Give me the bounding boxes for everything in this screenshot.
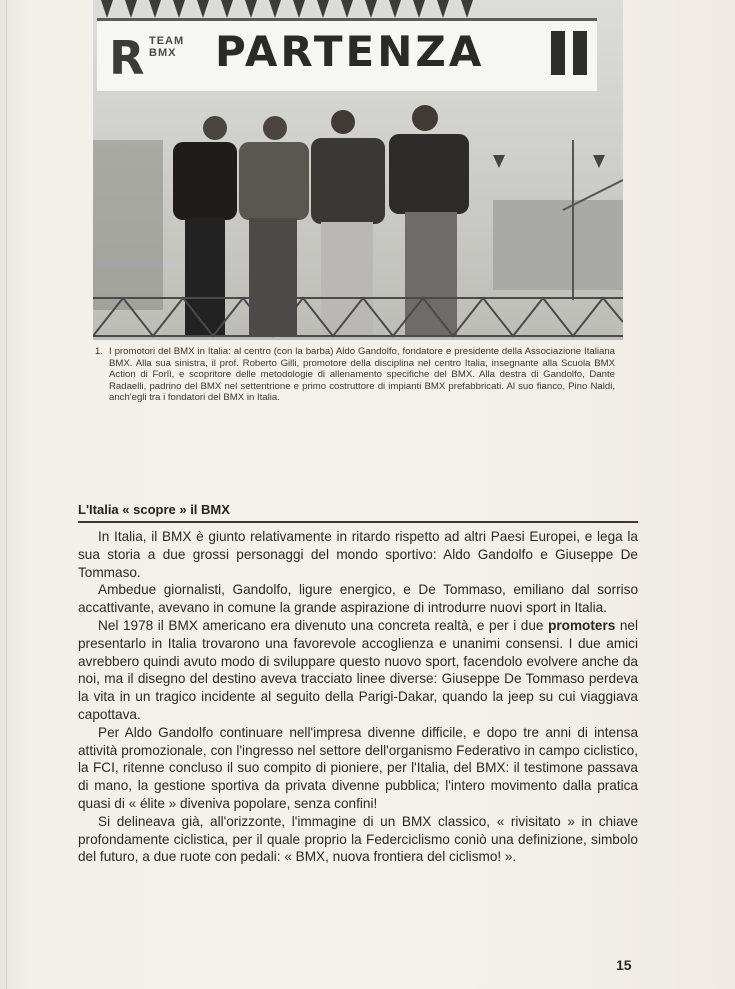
photo-caption (95, 346, 615, 404)
paragraph-2: Ambedue giornalisti, Gandolfo, ligure energico, e De Tommaso, emiliano dal sorriso accattivante, avevano in comune la grande aspirazione di introdurre nuovi sport in Italia. (78, 582, 638, 616)
person-4 (389, 105, 469, 336)
person-1 (173, 116, 237, 336)
paragraph-3: Nel 1978 il BMX americano era divenuto una concreta realtà, e per i due promoters nel presentarlo in Italia trovarono una favorevole accoglienza e unanimi consensi. I due amici avrebbero quindi avuto modo di sviluppare questo nuovo sport, facendolo evolvere anche da noi, ma il disegno del destino aveva tracciato linee diverse: Giuseppe De Tommaso perdeva la vita in un tragico incidente al seguito della Parigi-Dakar, quando la jeep su cui viaggiava capottava. (78, 617, 639, 722)
article-body (78, 528, 638, 866)
logo-letter: R (109, 31, 143, 85)
page-binding-edge (6, 0, 17, 989)
paragraph-5: Si delineava già, all'orizzonte, l'immagine di un BMX classico, « rivisitato » in chiave profondamente ciclistica, per il quale proprio la Federciclismo coniò una definizione, simbolo del futuro, a due ruote con pedali: « BMX, nuova frontiera del ciclismo! ». (78, 813, 638, 865)
photo-scene (93, 0, 623, 340)
paragraph-1: In Italia, il BMX è giunto relativamente in ritardo rispetto ad altri Paesi Europei, e lega la sua storia a due grossi personaggi del mondo sportivo: Aldo Gandolfo e Giuseppe De Tommaso. (78, 529, 638, 580)
paragraph-4: Per Aldo Gandolfo continuare nell'impresa divenne difficile, e dopo tre anni di intensa attività promozionale, con l'ingresso nel settore dell'organismo Federativo in campo ciclistico, la FCI, ritenne concluso il suo compito di pioniere, per l'Italia, del BMX: il testimone passava di mano, la gestione sportiva da privata divenne pubblica; l'intero movimento dalla pratica quasi di « élite » diveniva popolare, senza confini! (78, 724, 638, 811)
person-3 (311, 110, 385, 336)
caption-text: I promotori del BMX in Italia: al centro (con la barba) Aldo Gandolfo, fondatore e presidente della Associazione Italiana BMX. Alla sua sinistra, il prof. Roberto Gilli, promotore della disciplina nel centro Italia, insegnante alla Scuola BMX Action di Forlì, e scopritore delle metodologie di allenamento specifiche del BMX. Alla destra di Gandolfo, Dante Radaelli, padrino del BMX nel settentrione e primo costruttore di impianti BMX prefabbricati. Al suo fianco, Pino Naldi, anch'egli tra i fondatori del BMX in Italia. (109, 346, 615, 404)
logo-bmx-text: BMX (149, 47, 177, 59)
article-heading: L'Italia « scopre » il BMX (78, 502, 230, 517)
photo-bmx-promoters (93, 0, 623, 340)
logo-team-text: TEAM (149, 35, 185, 47)
page-number: 15 (616, 957, 632, 973)
banner-title: PARTENZA (215, 27, 485, 76)
bold-promoters: promoters (548, 617, 616, 633)
heading-rule (78, 521, 638, 523)
caption-number: 1. (95, 346, 104, 357)
